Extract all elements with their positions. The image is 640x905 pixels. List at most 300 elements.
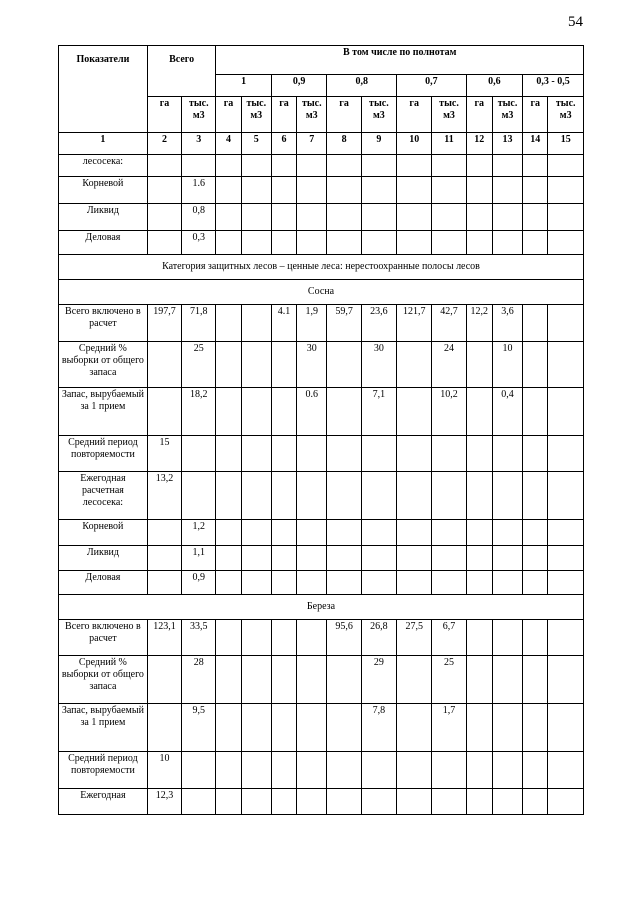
- table-cell: [492, 789, 522, 815]
- table-cell: [216, 342, 241, 388]
- table-cell: [297, 752, 327, 789]
- table-cell: [361, 177, 396, 204]
- table-cell: [466, 571, 492, 595]
- table-cell: [523, 342, 548, 388]
- header-unit-thousand-m3: тыс. м3: [548, 97, 584, 133]
- row-label: Деловая: [59, 571, 148, 595]
- table-cell: 7,1: [361, 388, 396, 436]
- table-row: [59, 704, 584, 752]
- table-cell: 0,3: [182, 231, 216, 255]
- header-unit-thousand-m3: тыс. м3: [432, 97, 466, 133]
- column-number: 4: [216, 133, 241, 155]
- table-cell: [523, 155, 548, 177]
- table-cell: [492, 546, 522, 571]
- table-cell: [548, 571, 584, 595]
- table-row: [59, 656, 584, 704]
- table-cell: 0,4: [492, 388, 522, 436]
- table-cell: [397, 204, 432, 231]
- row-label: Всего включено в расчет: [59, 620, 148, 656]
- header-unit-thousand-m3: тыс. м3: [492, 97, 522, 133]
- table-cell: [397, 155, 432, 177]
- table-cell: [327, 520, 361, 546]
- table-cell: [361, 789, 396, 815]
- column-number: 9: [361, 133, 396, 155]
- table-cell: [241, 155, 271, 177]
- table-cell: [327, 388, 361, 436]
- table-cell: [147, 177, 181, 204]
- table-cell: [523, 546, 548, 571]
- table-cell: 1,7: [432, 704, 466, 752]
- table-cell: [361, 520, 396, 546]
- table-cell: [327, 546, 361, 571]
- table-cell: [466, 388, 492, 436]
- table-cell: [548, 546, 584, 571]
- table-cell: [182, 472, 216, 520]
- table-cell: [548, 305, 584, 342]
- row-label: Ликвид: [59, 546, 148, 571]
- table-cell: [432, 472, 466, 520]
- table-cell: [466, 546, 492, 571]
- table-cell: [548, 155, 584, 177]
- row-label: Корневой: [59, 520, 148, 546]
- table-cell: [466, 472, 492, 520]
- table-cell: [523, 752, 548, 789]
- table-cell: [147, 388, 181, 436]
- row-label: Ежегодная расчетная лесосека:: [59, 472, 148, 520]
- table-cell: [216, 177, 241, 204]
- column-number: 7: [297, 133, 327, 155]
- table-cell: [361, 436, 396, 472]
- table-cell: [361, 155, 396, 177]
- table-cell: [492, 436, 522, 472]
- table-cell: [297, 231, 327, 255]
- header-unit-ha: га: [327, 97, 361, 133]
- table-cell: [241, 342, 271, 388]
- table-cell: [327, 571, 361, 595]
- table-cell: [492, 520, 522, 546]
- section-row: [59, 255, 584, 280]
- header-total: Всего: [147, 46, 216, 97]
- table-cell: [548, 752, 584, 789]
- table-cell: [327, 704, 361, 752]
- table-cell: [397, 388, 432, 436]
- table-cell: [327, 204, 361, 231]
- table-cell: [466, 177, 492, 204]
- table-cell: [397, 342, 432, 388]
- table-cell: [327, 436, 361, 472]
- table-cell: 28: [182, 656, 216, 704]
- row-label: Ежегодная: [59, 789, 148, 815]
- table-cell: 9,5: [182, 704, 216, 752]
- table-cell: [432, 155, 466, 177]
- allowable-cut-table: [58, 45, 584, 815]
- table-cell: [147, 704, 181, 752]
- table-cell: [271, 704, 296, 752]
- table-row: [59, 472, 584, 520]
- section-row: [59, 595, 584, 620]
- header-unit-thousand-m3: тыс. м3: [297, 97, 327, 133]
- column-number: 3: [182, 133, 216, 155]
- table-cell: [397, 789, 432, 815]
- table-cell: [523, 231, 548, 255]
- table-row: [59, 546, 584, 571]
- row-label: лесосека:: [59, 155, 148, 177]
- table-cell: [271, 656, 296, 704]
- table-row: [59, 231, 584, 255]
- table-cell: [548, 620, 584, 656]
- table-cell: [548, 177, 584, 204]
- table-cell: 30: [297, 342, 327, 388]
- header-density: 0,9: [271, 75, 326, 97]
- table-cell: [432, 546, 466, 571]
- table-cell: [548, 231, 584, 255]
- table-cell: [523, 472, 548, 520]
- table-cell: [327, 155, 361, 177]
- table-cell: [241, 704, 271, 752]
- table-row: [59, 752, 584, 789]
- table-cell: [466, 789, 492, 815]
- table-cell: [432, 177, 466, 204]
- table-cell: 10: [492, 342, 522, 388]
- table-row: [59, 620, 584, 656]
- table-row: [59, 177, 584, 204]
- table-cell: [432, 436, 466, 472]
- row-label: Всего включено в расчет: [59, 305, 148, 342]
- column-number: 6: [271, 133, 296, 155]
- table-cell: [523, 436, 548, 472]
- table-cell: [297, 520, 327, 546]
- header-density: 0,3 - 0,5: [523, 75, 584, 97]
- header-indicator: Показатели: [59, 46, 148, 133]
- table-cell: [241, 571, 271, 595]
- table-cell: [466, 231, 492, 255]
- column-number: 12: [466, 133, 492, 155]
- table-cell: [432, 231, 466, 255]
- table-row: [59, 388, 584, 436]
- table-cell: [397, 752, 432, 789]
- table-cell: 33,5: [182, 620, 216, 656]
- table-cell: [548, 789, 584, 815]
- table-cell: [147, 546, 181, 571]
- table-cell: [466, 704, 492, 752]
- table-cell: [297, 656, 327, 704]
- table-cell: 3,6: [492, 305, 522, 342]
- table-cell: [523, 305, 548, 342]
- column-number: 5: [241, 133, 271, 155]
- table-cell: [241, 388, 271, 436]
- table-cell: [271, 342, 296, 388]
- table-cell: [492, 571, 522, 595]
- table-cell: [361, 204, 396, 231]
- table-cell: [492, 704, 522, 752]
- table-cell: [548, 656, 584, 704]
- table-cell: [271, 472, 296, 520]
- row-label: Запас, вырубаемый за 1 прием: [59, 704, 148, 752]
- section-row: [59, 280, 584, 305]
- table-cell: [147, 155, 181, 177]
- table-cell: [271, 388, 296, 436]
- table-cell: 95,6: [327, 620, 361, 656]
- table-row: [59, 342, 584, 388]
- table-cell: [271, 789, 296, 815]
- table-cell: [241, 472, 271, 520]
- table-row: [59, 436, 584, 472]
- table-cell: [271, 204, 296, 231]
- table-cell: 71,8: [182, 305, 216, 342]
- table-cell: [466, 620, 492, 656]
- table-cell: 197,7: [147, 305, 181, 342]
- table-cell: [147, 656, 181, 704]
- table-cell: [548, 520, 584, 546]
- table-cell: 10: [147, 752, 181, 789]
- table-cell: [492, 752, 522, 789]
- row-label: Средний период повторяемости: [59, 752, 148, 789]
- table-cell: [397, 571, 432, 595]
- table-cell: 25: [432, 656, 466, 704]
- table-cell: [271, 436, 296, 472]
- table-cell: [216, 789, 241, 815]
- table-cell: [548, 704, 584, 752]
- table-cell: [397, 231, 432, 255]
- table-cell: [297, 177, 327, 204]
- table-cell: 0.6: [297, 388, 327, 436]
- table-cell: [182, 789, 216, 815]
- table-row: [59, 305, 584, 342]
- table-cell: [216, 436, 241, 472]
- table-cell: [271, 155, 296, 177]
- table-cell: [432, 571, 466, 595]
- table-cell: [492, 204, 522, 231]
- table-cell: [327, 177, 361, 204]
- header-unit-thousand-m3: тыс. м3: [241, 97, 271, 133]
- header-unit-ha: га: [216, 97, 241, 133]
- table-cell: [182, 155, 216, 177]
- table-cell: [241, 436, 271, 472]
- table-cell: 42,7: [432, 305, 466, 342]
- table-cell: [327, 656, 361, 704]
- section-title: Береза: [59, 595, 584, 620]
- table-cell: [361, 231, 396, 255]
- table-cell: 13,2: [147, 472, 181, 520]
- table-cell: 26,8: [361, 620, 396, 656]
- table-cell: [523, 388, 548, 436]
- page-number: 54: [568, 14, 583, 30]
- table-cell: [361, 571, 396, 595]
- table-cell: [241, 305, 271, 342]
- table-row: [59, 789, 584, 815]
- table-cell: [182, 436, 216, 472]
- table-cell: [523, 520, 548, 546]
- table-cell: [523, 571, 548, 595]
- table-cell: [523, 177, 548, 204]
- table-cell: [147, 571, 181, 595]
- header-by-density: В том числе по полнотам: [216, 46, 584, 75]
- table-cell: [361, 546, 396, 571]
- table-cell: [397, 546, 432, 571]
- table-cell: [216, 520, 241, 546]
- table-cell: [397, 520, 432, 546]
- table-cell: [297, 704, 327, 752]
- header-unit-thousand-m3: тыс. м3: [182, 97, 216, 133]
- table-row: [59, 204, 584, 231]
- column-number: 2: [147, 133, 181, 155]
- table-cell: [271, 620, 296, 656]
- table-cell: [297, 789, 327, 815]
- table-cell: [466, 520, 492, 546]
- table-cell: [216, 305, 241, 342]
- table-cell: [216, 546, 241, 571]
- table-cell: [241, 656, 271, 704]
- table-cell: [271, 546, 296, 571]
- table-cell: [241, 789, 271, 815]
- header-density: 0,6: [466, 75, 523, 97]
- table-cell: [432, 520, 466, 546]
- header-unit-ha: га: [397, 97, 432, 133]
- row-label: Деловая: [59, 231, 148, 255]
- table-cell: [216, 204, 241, 231]
- table-cell: [297, 155, 327, 177]
- table-cell: [297, 571, 327, 595]
- table-cell: [548, 472, 584, 520]
- table-cell: [327, 231, 361, 255]
- table-cell: [548, 204, 584, 231]
- header-density: 0,7: [397, 75, 467, 97]
- table-cell: [241, 620, 271, 656]
- row-label: Средний период повторяемости: [59, 436, 148, 472]
- header-density: 0,8: [327, 75, 397, 97]
- column-number: 15: [548, 133, 584, 155]
- table-cell: 27,5: [397, 620, 432, 656]
- table-cell: [397, 436, 432, 472]
- table-cell: [397, 472, 432, 520]
- table-cell: [397, 704, 432, 752]
- table-cell: [297, 620, 327, 656]
- table-cell: [492, 620, 522, 656]
- table-cell: 59,7: [327, 305, 361, 342]
- table-cell: [241, 177, 271, 204]
- header-unit-thousand-m3: тыс. м3: [361, 97, 396, 133]
- table-cell: [327, 752, 361, 789]
- table-cell: [432, 789, 466, 815]
- table-cell: [216, 752, 241, 789]
- table-cell: [216, 472, 241, 520]
- table-cell: [523, 204, 548, 231]
- table-cell: [297, 204, 327, 231]
- table-cell: [147, 204, 181, 231]
- table-cell: [432, 204, 466, 231]
- table-cell: 4.1: [271, 305, 296, 342]
- table-cell: [361, 752, 396, 789]
- table-cell: [466, 656, 492, 704]
- table-cell: 6,7: [432, 620, 466, 656]
- table-cell: [216, 571, 241, 595]
- table-cell: [466, 436, 492, 472]
- table-cell: [271, 752, 296, 789]
- table-cell: [216, 620, 241, 656]
- table-cell: 1,1: [182, 546, 216, 571]
- table-cell: [271, 231, 296, 255]
- table-cell: [327, 472, 361, 520]
- header-unit-ha: га: [271, 97, 296, 133]
- table-cell: 29: [361, 656, 396, 704]
- table-cell: [297, 546, 327, 571]
- table-cell: [466, 342, 492, 388]
- table-cell: 1,9: [297, 305, 327, 342]
- header-unit-ha: га: [147, 97, 181, 133]
- header-density: 1: [216, 75, 271, 97]
- table-cell: [492, 231, 522, 255]
- table-cell: [241, 204, 271, 231]
- table-cell: [297, 472, 327, 520]
- table-cell: 12,2: [466, 305, 492, 342]
- table-cell: [327, 342, 361, 388]
- table-cell: 24: [432, 342, 466, 388]
- table-cell: [182, 752, 216, 789]
- table-cell: [216, 704, 241, 752]
- table-cell: [492, 472, 522, 520]
- column-number: 14: [523, 133, 548, 155]
- column-number: 11: [432, 133, 466, 155]
- table-cell: [466, 204, 492, 231]
- table-row: [59, 520, 584, 546]
- table-cell: [466, 752, 492, 789]
- table-cell: [271, 571, 296, 595]
- section-title: Категория защитных лесов – ценные леса: нерестоохранные полосы лесов: [59, 255, 584, 280]
- table-cell: [147, 231, 181, 255]
- table-cell: [397, 656, 432, 704]
- column-number: 10: [397, 133, 432, 155]
- table-cell: [548, 388, 584, 436]
- table-cell: [271, 520, 296, 546]
- table-cell: 0,8: [182, 204, 216, 231]
- column-number: 13: [492, 133, 522, 155]
- table-cell: [216, 155, 241, 177]
- table-cell: [241, 231, 271, 255]
- table-cell: [523, 620, 548, 656]
- section-title: Сосна: [59, 280, 584, 305]
- table-cell: 1,2: [182, 520, 216, 546]
- table-cell: [147, 520, 181, 546]
- table-cell: 1.6: [182, 177, 216, 204]
- column-number: 1: [59, 133, 148, 155]
- table-cell: [492, 155, 522, 177]
- row-label: Корневой: [59, 177, 148, 204]
- table-cell: [241, 546, 271, 571]
- table-cell: [523, 656, 548, 704]
- table-cell: 12,3: [147, 789, 181, 815]
- table-cell: 18,2: [182, 388, 216, 436]
- header-unit-ha: га: [523, 97, 548, 133]
- table-cell: [492, 177, 522, 204]
- table-cell: [432, 752, 466, 789]
- table-cell: [271, 177, 296, 204]
- table-row: [59, 155, 584, 177]
- table-cell: [397, 177, 432, 204]
- table-cell: [548, 436, 584, 472]
- row-label: Запас, вырубаемый за 1 прием: [59, 388, 148, 436]
- table-cell: [216, 231, 241, 255]
- table-cell: [492, 656, 522, 704]
- table-cell: 121,7: [397, 305, 432, 342]
- table-cell: 10,2: [432, 388, 466, 436]
- table-cell: 25: [182, 342, 216, 388]
- row-label: Средний % выборки от общего запаса: [59, 342, 148, 388]
- table-cell: 123,1: [147, 620, 181, 656]
- table-cell: [241, 752, 271, 789]
- header-unit-ha: га: [466, 97, 492, 133]
- table-cell: [548, 342, 584, 388]
- table-row: [59, 571, 584, 595]
